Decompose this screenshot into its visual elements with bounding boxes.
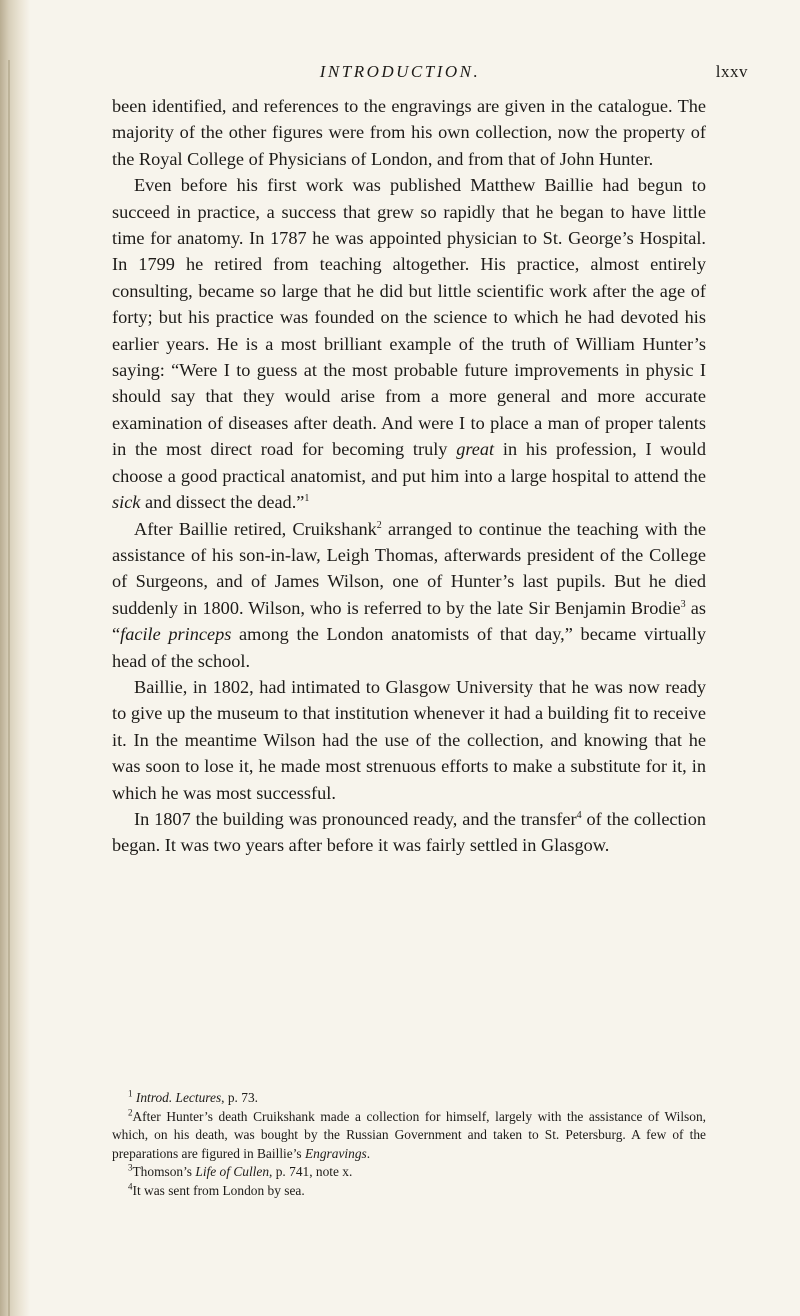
footnote-3 (112, 1163, 706, 1182)
running-head: INTRODUCTION. (319, 62, 481, 81)
paragraph-2-text-c: and dissect the dead.” (140, 492, 305, 513)
emphasis-great: great (456, 439, 495, 460)
footnote-ref-2: 2 (376, 519, 382, 531)
footnote-4-number: 4 (128, 1181, 133, 1192)
paragraph-1: been identified, and references to the engravings are given in the catalogue. The majority of the other figures were from his own collection, now the property of the Royal College of Physicians of London, and from that of John Hunter. (112, 96, 706, 169)
paragraph-3 (112, 516, 706, 674)
paragraph-2-text-a: Even before his first work was published Matthew Baillie had begun to succeed in practice, a success that grew so rapidly that he began to have little time for anatomy. In 1787 he was appointed physician to St. George’s Hospital. In 1799 he retired from teaching altogether. His practice, almost entirely consulting, became so large that he did but little scientific work after the age of forty; but his practice was founded on the science to which he had devoted his earlier years. He is a most brilliant example of the truth of William Hunter’s saying: “Were I to guess at the most probable future improvements in physic I should say that they would arise from a more general and more accurate examination of diseases after death. And were I to place a man of proper talents in the most direct road for becoming truly (112, 175, 706, 460)
page-number: lxxv (715, 62, 748, 81)
footnote-3-title: Life of Cullen (195, 1164, 270, 1179)
footnote-3-rest: , p. 741, note x. (269, 1164, 353, 1179)
paragraph-2-text-b: in his profession, I would choose a good practical anatomist, and put him into a large hospital to attend the (112, 439, 706, 486)
footnote-3-number: 3 (128, 1162, 133, 1173)
footnote-ref-3: 3 (680, 598, 686, 610)
footnote-2-text: After Hunter’s death Cruikshank made a collection for himself, largely with the assistance of Wilson, which, on his death, was bought by the Russian Government and taken to St. Petersburg. A few of the preparations are figured in Baillie’s (112, 1108, 706, 1161)
footnote-4-text: It was sent from London by sea. (132, 1182, 305, 1198)
footnote-3-text: Thomson’s (132, 1164, 196, 1179)
footnote-1-number: 1 (128, 1088, 133, 1099)
paragraph-2 (112, 172, 706, 515)
footnote-2-rest: . (366, 1145, 371, 1161)
paragraph-5 (112, 806, 706, 859)
footnote-2-number: 2 (128, 1107, 133, 1118)
footnote-1-rest: , p. 73. (221, 1090, 258, 1105)
paragraph-3-text-b: arranged to continue the teaching with the assistance of his son-in-law, Leigh Thomas, afterwards president of the College of Surgeons, and of James Wilson, one of Hunter’s last pupils. But he died suddenly in 1800. Wilson, who is referred to by the late Sir Benjamin Brodie (112, 518, 706, 618)
paragraph-5-text-a: In 1807 the building was pronounced ready, and the transfer (134, 808, 577, 829)
paragraph-3-text-a: After Baillie retired, Cruikshank (134, 518, 377, 539)
footnote-2-title: Engravings (304, 1145, 367, 1161)
footnote-2 (112, 1108, 706, 1164)
paragraph-5-text-b: of the collection began. It was two years after before it was fairly settled in Glasgow. (112, 808, 706, 856)
footnotes (112, 1089, 706, 1200)
footnote-1 (112, 1089, 706, 1108)
page-header (0, 0, 800, 100)
emphasis-facile-princeps: facile princeps (120, 624, 232, 645)
main-text (112, 93, 706, 859)
footnote-ref-4: 4 (576, 809, 582, 821)
paragraph-3-text-c: as “ (112, 597, 706, 645)
emphasis-sick: sick (112, 492, 141, 513)
footnote-1-title: Introd. Lectures (135, 1090, 222, 1105)
footnote-ref-1: 1 (304, 493, 310, 504)
footnote-4 (112, 1182, 706, 1201)
paragraph-4: Baillie, in 1802, had intimated to Glasgow University that he was now ready to give up the museum to that institution whenever it had a building fit to receive it. In the meantime Wilson had the use of the collection, and knowing that he was soon to lose it, he made most strenuous efforts to make a substitute for it, in which he was most successful. (112, 676, 706, 803)
binding-shadow-line (8, 60, 10, 1316)
paragraph-3-text-d: among the London anatomists of that day,” became virtually head of the school. (112, 624, 706, 671)
page-binding-edge (0, 0, 30, 1316)
